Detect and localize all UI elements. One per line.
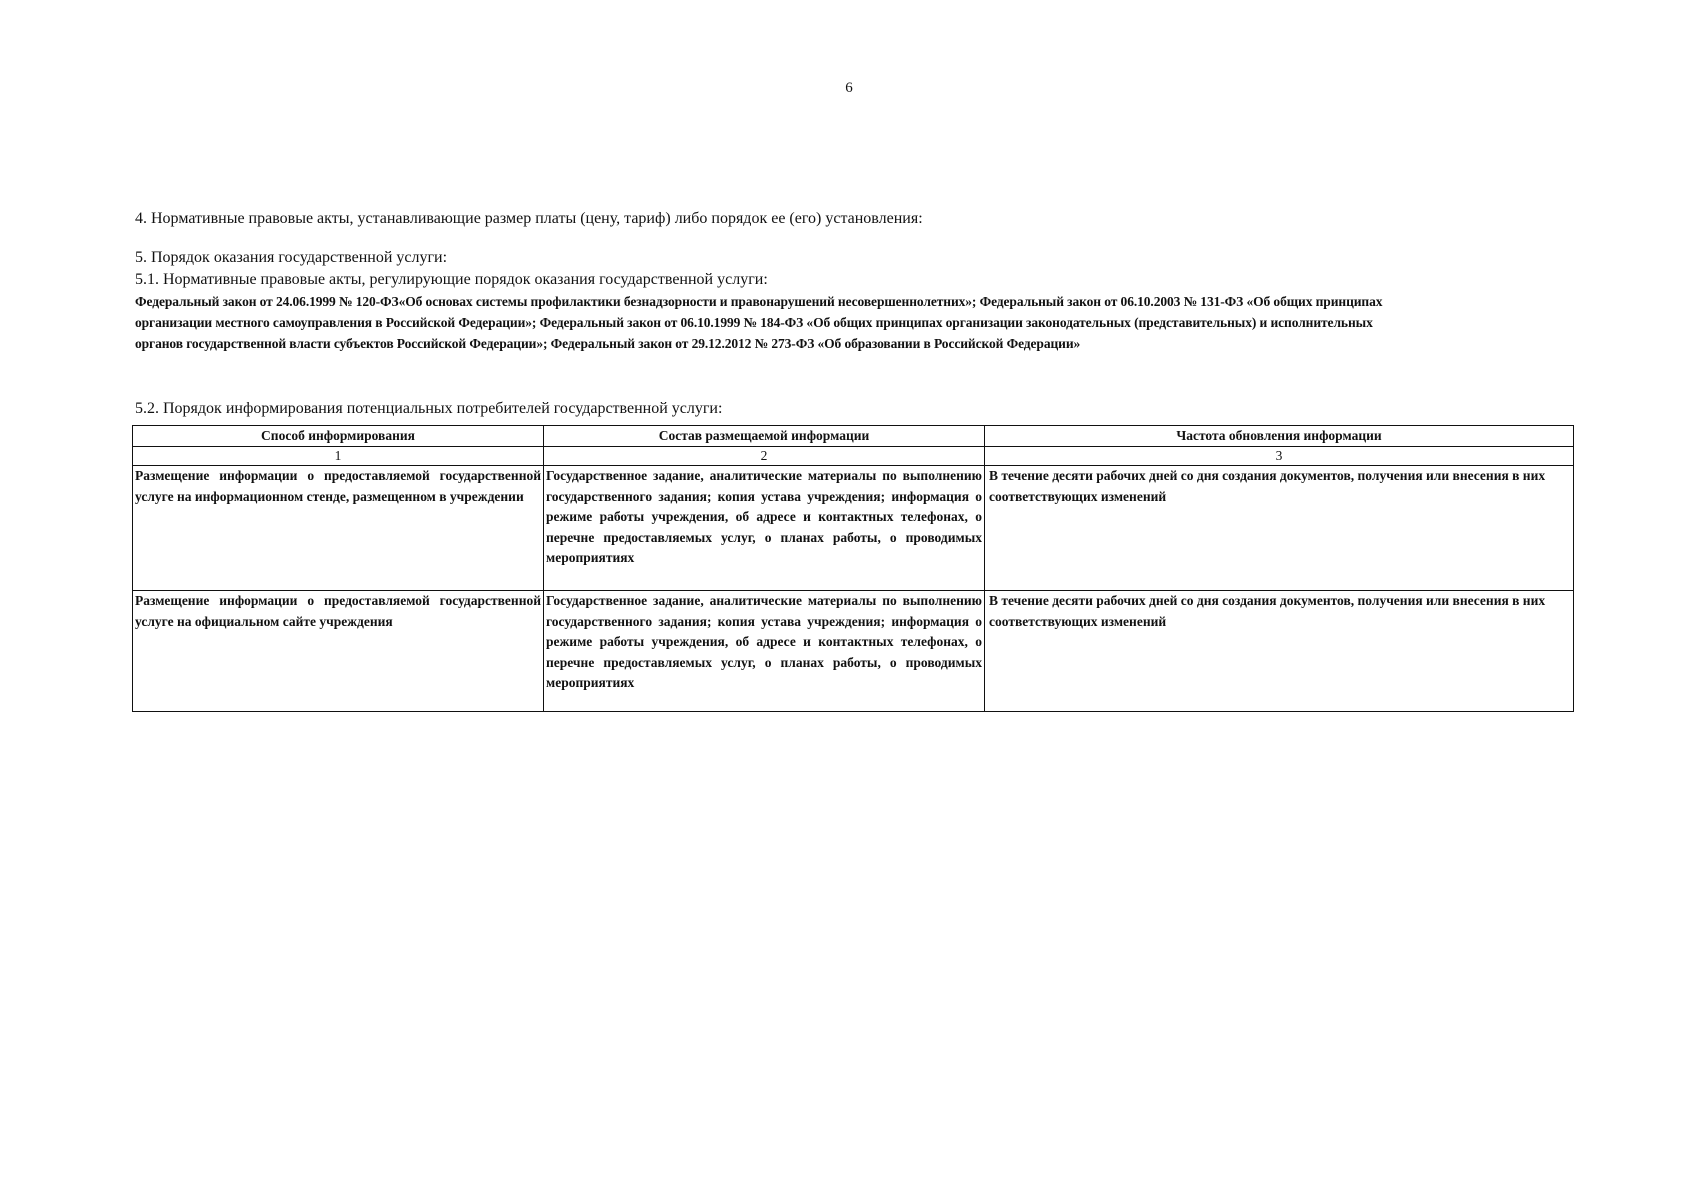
table-row — [133, 466, 1574, 591]
cell-method: Размещение информации о предоставляемой государственной услуге на официальном сайте учреждения — [133, 591, 544, 712]
header-method: Способ информирования — [133, 426, 544, 447]
column-number-2: 2 — [544, 447, 985, 466]
section-5-title: 5. Порядок оказания государственной услуги: — [135, 249, 448, 266]
section-5-1-line-1: Федеральный закон от 24.06.1999 № 120-ФЗ«Об основах системы профилактики безнадзорности и правонарушений несовершеннолетних»; Федеральный закон от 06.10.2003 № 131-ФЗ «Об общих принципах — [135, 294, 1383, 309]
column-number-1: 1 — [133, 447, 544, 466]
page-number: 6 — [845, 80, 853, 96]
cell-method: Размещение информации о предоставляемой государственной услуге на информационном стенде, размещенном в учреждении — [133, 466, 544, 591]
section-5-1-line-3: органов государственной власти субъектов Российской Федерации»; Федеральный закон от 29.12.2012 № 273-ФЗ «Об образовании в Российской Федерации» — [135, 336, 1081, 351]
section-4-text: 4. Нормативные правовые акты, устанавливающие размер платы (цену, тариф) либо порядок ее (его) установления: — [135, 210, 923, 227]
header-content: Состав размещаемой информации — [544, 426, 985, 447]
cell-frequency: В течение десяти рабочих дней со дня создания документов, получения или внесения в них соответствующих изменений — [985, 466, 1574, 591]
header-frequency: Частота обновления информации — [985, 426, 1574, 447]
section-5 — [135, 247, 1575, 354]
cell-content: Государственное задание, аналитические материалы по выполнению государственного задания; копия устава учреждения; информация о режиме работы учреждения, об адресе и контактных телефонах, о перечне предоставляемых услуг, о планах работы, о проводимых мероприятиях — [544, 591, 985, 712]
cell-content: Государственное задание, аналитические материалы по выполнению государственного задания; копия устава учреждения; информация о режиме работы учреждения, об адресе и контактных телефонах, о перечне предоставляемых услуг, о планах работы, о проводимых мероприятиях — [544, 466, 985, 591]
table-column-numbers-row — [133, 447, 1574, 466]
section-5-2-title: 5.2. Порядок информирования потенциальных потребителей государственной услуги: — [135, 400, 723, 417]
column-number-3: 3 — [985, 447, 1574, 466]
table-row — [133, 591, 1574, 712]
section-5-1-line-2: организации местного самоуправления в Российской Федерации»; Федеральный закон от 06.10.1999 № 184-ФЗ «Об общих принципах организации законодательных (представительных) и исполнительных — [135, 315, 1373, 330]
table-header-row — [133, 426, 1574, 447]
cell-frequency: В течение десяти рабочих дней со дня создания документов, получения или внесения в них соответствующих изменений — [985, 591, 1574, 712]
section-5-2 — [135, 398, 1575, 420]
informing-table — [132, 425, 1574, 712]
section-5-1-title: 5.1. Нормативные правовые акты, регулирующие порядок оказания государственной услуги: — [135, 271, 768, 288]
section-4 — [135, 208, 1575, 230]
